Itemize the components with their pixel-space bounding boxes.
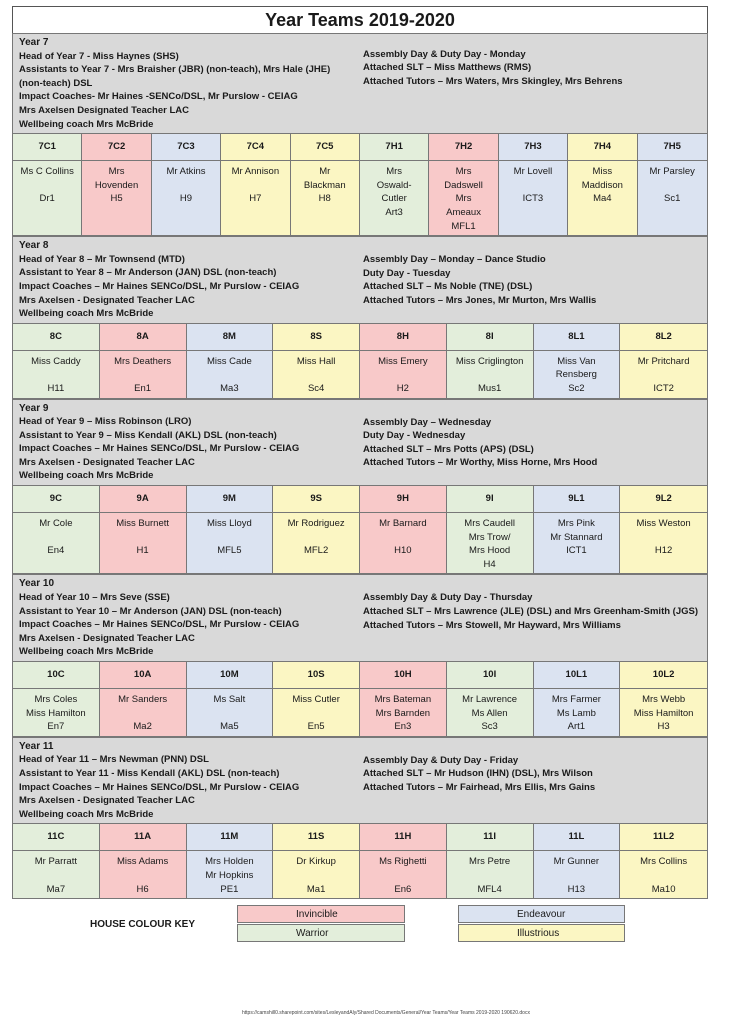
staff-line: Ms Allen: [471, 707, 508, 719]
tutor-group-code: 11A: [100, 824, 187, 850]
staff-line: Miss: [592, 166, 613, 178]
staff-line: [102, 869, 184, 883]
staff-line: H8: [318, 193, 331, 205]
tutor-group-code: 11I: [447, 824, 534, 850]
tutor-group-staff: [534, 351, 621, 398]
tutor-group-code: 8I: [447, 324, 534, 350]
staff-line: Miss Hall: [296, 355, 336, 367]
staff-line: Mrs Farmer: [551, 694, 601, 706]
tutor-group-staff: [100, 513, 187, 573]
tutor-group-code: 10L1: [534, 662, 621, 688]
staff-line: Mr Rodriguez: [287, 518, 345, 530]
staff-line: H6: [136, 883, 149, 895]
tutor-group-staff: [273, 351, 360, 398]
tutor-group-staff: [152, 161, 221, 235]
tutor-group-code: 9I: [447, 486, 534, 512]
staff-line: Sc3: [481, 721, 498, 733]
staff-line: En7: [47, 721, 65, 733]
tutor-group-staff: [13, 851, 100, 898]
staff-line: H9: [179, 193, 193, 205]
staff-line: Sc1: [664, 193, 681, 205]
staff-line: MFL5: [217, 545, 242, 557]
tutor-group-code: 8S: [273, 324, 360, 350]
tutor-group-code: 10H: [360, 662, 447, 688]
year-info-line: Wellbeing coach Mrs McBride: [19, 646, 154, 658]
year-info-line: Mrs Axelsen - Designated Teacher LAC: [19, 795, 195, 807]
staff-line: MFL4: [477, 883, 502, 895]
tutor-group-staff: [13, 513, 100, 573]
staff-line: [449, 368, 531, 382]
tutor-group-staff: [291, 161, 360, 235]
staff-line: Mr Pritchard: [637, 355, 690, 367]
tutor-group-code: 9M: [187, 486, 274, 512]
year-info-left: [19, 577, 359, 659]
staff-line: Mrs Pink: [557, 518, 595, 530]
tutor-group-code: 7H4: [568, 134, 637, 160]
staff-line: Hovenden: [94, 179, 139, 191]
tutor-group-staff: [273, 513, 360, 573]
tutor-group-code: 10A: [100, 662, 187, 688]
tutor-code-row: [12, 133, 708, 160]
staff-line: Mr Atkins: [166, 166, 206, 178]
tutor-group-code: 11L2: [620, 824, 707, 850]
staff-line: En4: [47, 545, 65, 557]
staff-line: ICT3: [522, 193, 544, 205]
staff-line: Ma10: [651, 883, 676, 895]
staff-line: Art1: [567, 721, 586, 733]
staff-line: Miss Lloyd: [206, 518, 252, 530]
staff-line: Miss Cutler: [292, 694, 340, 706]
tutor-group-code: 9L2: [620, 486, 707, 512]
tutor-group-code: 11H: [360, 824, 447, 850]
year-info-left: [19, 239, 359, 321]
staff-line: [275, 531, 357, 545]
year-duty-line: Attached Tutors – Mr Fairhead, Mrs Ellis, Mrs Gains: [363, 782, 596, 794]
staff-line: [189, 368, 271, 382]
staff-line: [362, 531, 444, 545]
staff-line: [362, 368, 444, 382]
year-header: [12, 737, 708, 824]
tutor-group-code: 9H: [360, 486, 447, 512]
year-name: Year 9: [19, 402, 49, 414]
year-info-line: Assistant to Year 11 - Miss Kendall (AKL) DSL (non-teach): [19, 768, 280, 780]
tutor-group-staff: [221, 161, 290, 235]
year-duty-line: Attached Tutors – Mrs Jones, Mr Murton, Mrs Wallis: [363, 294, 597, 306]
tutor-group-code: 7H1: [360, 134, 429, 160]
staff-line: Rensberg: [555, 369, 597, 381]
tutor-group-code: 11L: [534, 824, 621, 850]
year-info-line: Head of Year 11 – Mrs Newman (PNN) DSL: [19, 754, 209, 766]
tutor-group-code: 7C4: [221, 134, 290, 160]
year-info-right: [363, 416, 597, 470]
key-illustrious: Illustrious: [458, 924, 625, 942]
staff-line: En1: [134, 382, 152, 394]
staff-line: Dr Kirkup: [296, 856, 336, 868]
year-info-line: Head of Year 7 - Miss Haynes (SHS): [19, 50, 179, 62]
staff-line: [275, 707, 357, 721]
page-title: Year Teams 2019-2020: [12, 6, 708, 33]
tutor-group-staff: [360, 351, 447, 398]
tutor-group-code: 10M: [187, 662, 274, 688]
staff-line: [102, 707, 184, 721]
staff-line: Miss Caddy: [31, 355, 81, 367]
staff-line: Mrs Caudell: [464, 518, 515, 530]
staff-line: Ma5: [220, 721, 239, 733]
tutor-group-code: 8L1: [534, 324, 621, 350]
staff-line: [275, 869, 357, 883]
tutor-group-code: 8L2: [620, 324, 707, 350]
tutor-group-staff: [447, 851, 534, 898]
staff-line: Cutler: [381, 193, 407, 205]
staff-line: Ms Salt: [213, 694, 246, 706]
staff-line: Dadswell: [444, 179, 483, 191]
year-info-line: Assistants to Year 7 - Mrs Braisher (JBR) (non-teach), Mrs Hale (JHE): [19, 64, 331, 76]
tutor-group-staff: [82, 161, 151, 235]
staff-line: Ms Righetti: [379, 856, 427, 868]
staff-line: [189, 707, 271, 721]
year-duty-line: Attached SLT – Mrs Lawrence (JLE) (DSL) and Mrs Greenham-Smith (JGS): [363, 606, 699, 618]
tutor-group-staff: [534, 513, 621, 573]
tutor-group-staff: [447, 351, 534, 398]
year-name: Year 10: [19, 578, 55, 590]
key-invincible: Invincible: [237, 905, 405, 923]
year-duty-line: Attached SLT – Miss Matthews (RMS): [363, 62, 532, 74]
staff-line: [640, 179, 705, 193]
key-label: HOUSE COLOUR KEY: [90, 919, 196, 930]
staff-line: Miss Criglington: [455, 355, 524, 367]
year-sections: [12, 33, 708, 899]
year-duty-line: Assembly Day & Duty Day - Friday: [363, 754, 519, 766]
tutor-group-staff: [187, 513, 274, 573]
year-info-line: Wellbeing coach Mrs McBride: [19, 308, 154, 320]
year-header: [12, 574, 708, 661]
tutor-group-staff: [360, 689, 447, 736]
year-info-line: Head of Year 8 – Mr Townsend (MTD): [19, 253, 185, 265]
tutor-group-staff: [429, 161, 498, 235]
year-name: Year 8: [19, 240, 49, 252]
year-info-line: Assistant to Year 10 – Mr Anderson (JAN) DSL (non-teach): [19, 605, 282, 617]
staff-line: MFL2: [303, 545, 329, 557]
year-info-line: (non-teach) DSL: [19, 77, 93, 89]
staff-line: Mrs Holden: [205, 856, 254, 868]
tutor-group-code: 9A: [100, 486, 187, 512]
staff-line: [154, 179, 218, 193]
staff-line: Mrs Coles: [34, 694, 78, 706]
staff-line: Ma2: [133, 721, 152, 733]
staff-line: [622, 531, 705, 545]
year-info-right: [363, 48, 623, 89]
tutor-group-code: 8H: [360, 324, 447, 350]
tutor-code-row: [12, 485, 708, 512]
staff-line: [15, 368, 97, 382]
staff-line: Miss Emery: [378, 355, 428, 367]
tutor-group-code: 11S: [273, 824, 360, 850]
year-info-right: [363, 591, 698, 632]
tutor-group-staff: [568, 161, 637, 235]
tutor-code-row: [12, 661, 708, 688]
staff-line: [15, 531, 97, 545]
year-info-left: [19, 740, 359, 822]
document-page: [12, 6, 708, 899]
staff-line: En6: [394, 883, 412, 895]
year-duty-line: Attached Tutors – Mrs Stowell, Mr Hayward, Mrs Williams: [363, 619, 621, 631]
year-info-line: Impact Coaches- Mr Haines -SENCo/DSL, Mr Purslow - CEIAG: [19, 91, 298, 103]
year-duty-line: Attached SLT – Mr Hudson (IHN) (DSL), Mrs Wilson: [363, 768, 593, 780]
year-duty-line: Attached Tutors – Mrs Waters, Mrs Skingley, Mrs Behrens: [363, 75, 623, 87]
staff-line: H7: [249, 193, 262, 205]
tutor-group-code: 7H2: [429, 134, 498, 160]
house-colour-key: [0, 905, 720, 945]
year-info-line: Assistant to Year 9 – Miss Kendall (AKL) DSL (non-teach): [19, 429, 277, 441]
staff-line: Mr Barnard: [379, 518, 427, 530]
staff-line: MFL1: [451, 220, 476, 232]
year-header: [12, 399, 708, 486]
staff-line: Ma3: [220, 382, 239, 394]
staff-line: [622, 368, 705, 382]
staff-line: H5: [110, 193, 123, 205]
staff-line: Ma7: [46, 883, 66, 895]
tutor-staff-row: [12, 688, 708, 737]
tutor-group-staff: [273, 689, 360, 736]
staff-line: [449, 869, 531, 883]
staff-line: Mrs Bateman: [374, 694, 432, 706]
tutor-group-staff: [187, 851, 274, 898]
staff-line: [15, 869, 97, 883]
staff-line: Miss Cade: [206, 355, 252, 367]
staff-line: Ms Lamb: [556, 707, 596, 719]
staff-line: Mrs: [108, 166, 125, 178]
year-header: [12, 33, 708, 133]
tutor-staff-row: [12, 350, 708, 399]
tutor-group-staff: [447, 689, 534, 736]
staff-line: Mrs Webb: [642, 694, 686, 706]
tutor-group-staff: [13, 351, 100, 398]
staff-line: Ma1: [306, 883, 326, 895]
staff-line: H3: [657, 721, 670, 733]
staff-line: Miss Weston: [636, 518, 691, 530]
staff-line: Mrs Collins: [640, 856, 688, 868]
year-info-line: Wellbeing coach Mrs McBride: [19, 118, 154, 130]
staff-line: Sc2: [568, 382, 585, 394]
tutor-group-staff: [273, 851, 360, 898]
staff-line: Ameaux: [446, 206, 481, 218]
year-info-line: Head of Year 10 – Mrs Seve (SSE): [19, 592, 170, 604]
staff-line: Miss Hamilton: [26, 707, 86, 719]
staff-line: Miss Van: [557, 355, 596, 367]
tutor-code-row: [12, 323, 708, 350]
staff-line: Mr Cole: [39, 518, 73, 530]
staff-line: Mr Sanders: [118, 694, 168, 706]
tutor-group-code: 10C: [13, 662, 100, 688]
year-info-line: Impact Coaches – Mr Haines SENCo/DSL, Mr Purslow - CEIAG: [19, 619, 300, 631]
tutor-group-code: 7H3: [499, 134, 568, 160]
tutor-group-staff: [100, 351, 187, 398]
tutor-group-staff: [620, 689, 707, 736]
year-name: Year 11: [19, 740, 54, 752]
tutor-group-code: 9C: [13, 486, 100, 512]
year-info-left: [19, 402, 359, 484]
staff-line: Blackman: [303, 179, 346, 191]
tutor-staff-row: [12, 512, 708, 574]
year-duty-line: Attached SLT – Mrs Potts (APS) (DSL): [363, 443, 534, 455]
staff-line: H2: [396, 382, 409, 394]
staff-line: [223, 179, 287, 193]
staff-line: H12: [654, 545, 673, 557]
staff-line: [536, 869, 618, 883]
staff-line: H1: [136, 545, 149, 557]
key-endeavour: Endeavour: [458, 905, 625, 923]
tutor-group-code: 7C3: [152, 134, 221, 160]
staff-line: Miss Burnett: [116, 518, 170, 530]
tutor-group-staff: [620, 513, 707, 573]
year-info-line: Impact Coaches – Mr Haines SENCo/DSL, Mr Purslow - CEIAG: [19, 280, 300, 292]
staff-line: [501, 179, 565, 193]
year-duty-line: Assembly Day – Wednesday: [363, 416, 492, 428]
staff-line: Mrs: [386, 166, 403, 178]
staff-line: Maddison: [581, 179, 623, 191]
staff-line: H11: [47, 382, 65, 394]
staff-line: Mus1: [478, 382, 502, 394]
year-duty-line: Assembly Day & Duty Day - Monday: [363, 48, 526, 60]
staff-line: [622, 869, 705, 883]
staff-line: Mr Parsley: [649, 166, 695, 178]
staff-line: Mr Lawrence: [462, 694, 518, 706]
year-info-line: Head of Year 9 – Miss Robinson (LRO): [19, 416, 192, 428]
staff-line: Oswald-: [376, 179, 412, 191]
staff-line: Ma4: [593, 193, 612, 205]
tutor-group-staff: [620, 851, 707, 898]
year-info-line: Assistant to Year 8 – Mr Anderson (JAN) DSL (non-teach): [19, 267, 277, 279]
year-info-line: Mrs Axelsen - Designated Teacher LAC: [19, 456, 195, 468]
staff-line: En5: [307, 721, 325, 733]
year-duty-line: Assembly Day & Duty Day - Thursday: [363, 592, 533, 604]
tutor-group-staff: [187, 689, 274, 736]
tutor-staff-row: [12, 160, 708, 236]
tutor-staff-row: [12, 850, 708, 899]
tutor-group-code: 11M: [187, 824, 274, 850]
year-info-line: Impact Coaches – Mr Haines SENCo/DSL, Mr Purslow - CEIAG: [19, 443, 300, 455]
tutor-group-staff: [187, 351, 274, 398]
key-warrior: Warrior: [237, 924, 405, 942]
tutor-group-staff: [13, 161, 82, 235]
staff-line: Mrs: [455, 193, 472, 205]
staff-line: Mr Lovell: [513, 166, 553, 178]
year-header: [12, 236, 708, 323]
staff-line: Mr Parratt: [34, 856, 77, 868]
tutor-group-code: 7C1: [13, 134, 82, 160]
staff-line: Ms C Collins: [20, 166, 74, 178]
tutor-group-code: 7H5: [638, 134, 707, 160]
year-info-right: [363, 253, 596, 307]
staff-line: Sc4: [307, 382, 325, 394]
tutor-group-code: 7C5: [291, 134, 360, 160]
staff-line: Mr Stannard: [550, 531, 603, 543]
year-info-line: Mrs Axelsen - Designated Teacher LAC: [19, 294, 195, 306]
tutor-group-staff: [638, 161, 707, 235]
staff-line: Mr: [319, 166, 331, 178]
year-duty-line: Attached SLT – Ms Noble (TNE) (DSL): [363, 281, 533, 293]
tutor-group-staff: [447, 513, 534, 573]
staff-line: Mrs: [455, 166, 472, 178]
staff-line: H10: [394, 545, 412, 557]
tutor-group-code: 9S: [273, 486, 360, 512]
year-info-line: Wellbeing coach Mrs McBride: [19, 470, 154, 482]
tutor-group-staff: [499, 161, 568, 235]
year-info-line: Wellbeing coach Mrs McBride: [19, 808, 154, 820]
staff-line: Miss Hamilton: [633, 707, 694, 719]
year-name: Year 7: [19, 37, 49, 48]
tutor-group-code: 10S: [273, 662, 360, 688]
tutor-group-staff: [360, 513, 447, 573]
staff-line: Art3: [385, 206, 403, 218]
staff-line: Mrs Petre: [469, 856, 511, 868]
tutor-group-code: 8A: [100, 324, 187, 350]
staff-line: En3: [394, 721, 412, 733]
staff-line: Mrs Deathers: [114, 355, 172, 367]
staff-line: ICT1: [566, 545, 587, 557]
tutor-group-code: 10L2: [620, 662, 707, 688]
tutor-code-row: [12, 823, 708, 850]
year-info-right: [363, 754, 595, 795]
staff-line: [102, 531, 184, 545]
year-info-line: Mrs Axelsen - Designated Teacher LAC: [19, 632, 195, 644]
staff-line: PE1: [220, 883, 239, 895]
year-info-line: Mrs Axelsen Designated Teacher LAC: [19, 104, 189, 116]
footer-url: https://camshill0.sharepoint.com/sites/LesleyandAly/Shared Documents/General/Year Teams/Year Teams 2019-2020 190620.docx: [242, 1010, 530, 1016]
staff-line: H13: [567, 883, 586, 895]
year-duty-line: Assembly Day – Monday – Dance Studio: [363, 254, 546, 266]
staff-line: [275, 368, 357, 382]
staff-line: Mrs Trow/: [468, 531, 511, 543]
tutor-group-staff: [620, 351, 707, 398]
tutor-group-code: 7C2: [82, 134, 151, 160]
tutor-group-staff: [13, 689, 100, 736]
tutor-group-code: 11C: [13, 824, 100, 850]
tutor-group-code: 10I: [447, 662, 534, 688]
staff-line: ICT2: [653, 382, 674, 394]
staff-line: [102, 368, 184, 382]
year-duty-line: Attached Tutors – Mr Worthy, Miss Horne, Mrs Hood: [363, 457, 598, 469]
tutor-group-staff: [360, 851, 447, 898]
tutor-group-staff: [534, 689, 621, 736]
staff-line: H4: [483, 558, 496, 570]
staff-line: [189, 531, 271, 545]
year-duty-line: Duty Day - Tuesday: [363, 267, 451, 279]
staff-line: [362, 869, 444, 883]
tutor-group-staff: [360, 161, 429, 235]
tutor-group-code: 8C: [13, 324, 100, 350]
staff-line: Dr1: [39, 193, 55, 205]
staff-line: [15, 179, 79, 193]
tutor-group-staff: [100, 851, 187, 898]
year-info-line: Impact Coaches – Mr Haines SENCo/DSL, Mr Purslow - CEIAG: [19, 781, 300, 793]
staff-line: Mr Annison: [231, 166, 280, 178]
year-duty-line: Duty Day - Wednesday: [363, 430, 466, 442]
staff-line: Miss Adams: [117, 856, 169, 868]
tutor-group-code: 9L1: [534, 486, 621, 512]
year-info-left: [19, 36, 359, 131]
staff-line: Mrs Barnden: [375, 707, 431, 719]
tutor-group-staff: [534, 851, 621, 898]
tutor-group-staff: [100, 689, 187, 736]
tutor-group-code: 8M: [187, 324, 274, 350]
staff-line: Mr Hopkins: [205, 869, 254, 881]
staff-line: Mr Gunner: [553, 856, 600, 868]
staff-line: Mrs Hood: [469, 545, 511, 557]
